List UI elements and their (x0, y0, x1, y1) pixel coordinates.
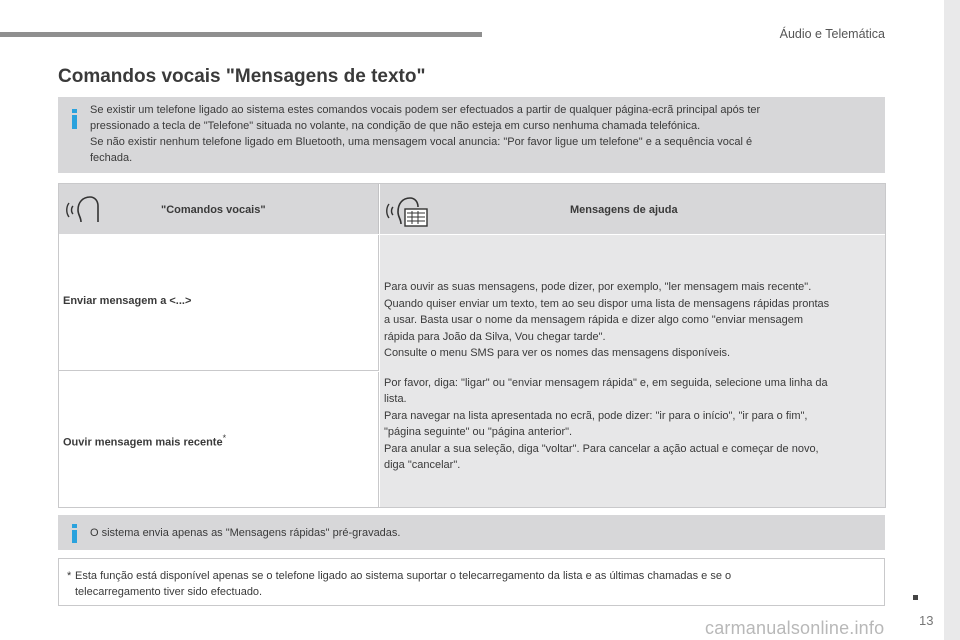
help-line: Para anular a sua seleção, diga "voltar". Para cancelar a ação actual e começar de novo, (384, 442, 819, 455)
info-text-line: Se não existir nenhum telefone ligado em Bluetooth, uma mensagem vocal anuncia: "Por favor ligue um telefone" e a sequência vocal é (90, 136, 753, 148)
help-line: diga "cancelar". (384, 459, 461, 471)
speaking-head-icon (65, 193, 99, 225)
help-paragraph (384, 279, 879, 362)
help-messages-cell (380, 235, 885, 507)
column-header-help-label: Mensagens de ajuda (570, 204, 678, 216)
footnote-mark: * (222, 433, 227, 443)
info-icon (72, 530, 77, 543)
help-line: Por favor, diga: "ligar" ou "enviar mensagem rápida" e, em seguida, selecione uma linha da (384, 376, 828, 389)
help-line: rápida para João da Silva, Vou chegar tarde". (384, 330, 606, 343)
help-line: a usar. Basta usar o nome da mensagem rápida e dizer algo como "enviar mensagem (384, 314, 804, 326)
footnote-text: Esta função está disponível apenas se o telefone ligado ao sistema suportar o telecarregamento da lista e as últimas chamadas e se o (75, 570, 732, 582)
page-bullet (913, 595, 918, 600)
footnote-text: telecarregamento tiver sido efectuado. (75, 586, 263, 598)
page-title: Comandos vocais "Mensagens de texto" (58, 66, 426, 87)
help-line: Consulte o menu SMS para ver os nomes das mensagens disponíveis. (384, 347, 731, 359)
column-header-commands (59, 184, 379, 234)
help-line: "página seguinte" ou "página anterior". (384, 426, 573, 438)
column-header-help (380, 184, 885, 234)
info-note-text: O sistema envia apenas as "Mensagens rápidas" pré-gravadas. (90, 527, 401, 539)
footnote-box (58, 558, 885, 606)
page-edge-band (944, 0, 960, 640)
info-text-line: fechada. (90, 152, 133, 164)
command-cell (59, 372, 379, 507)
speaking-head-screen-icon (385, 190, 431, 230)
column-header-commands-label: "Comandos vocais" (161, 204, 266, 216)
info-icon (72, 115, 77, 129)
command-cell (59, 235, 379, 371)
command-label: Ouvir mensagem mais recente* (63, 433, 227, 449)
header-rule (0, 32, 482, 37)
watermark: carmanualsonline.info (705, 618, 885, 638)
voice-commands-table (58, 183, 886, 508)
info-text-line: Se existir um telefone ligado ao sistema estes comandos vocais podem ser efectuados a partir de qualquer página-ecrã principal após ter (90, 104, 761, 116)
info-box-note (58, 515, 885, 550)
section-label: Áudio e Telemática (779, 27, 885, 41)
info-box-top (58, 97, 885, 173)
info-text-line: pressionado a tecla de "Telefone" situada no volante, na condição de que não esteja em curso nenhuma chamada telefónica. (90, 120, 701, 132)
help-line: lista. (384, 393, 407, 405)
help-line: Quando quiser enviar um texto, tem ao seu dispor uma lista de mensagens rápidas prontas (384, 297, 830, 310)
help-paragraph (384, 375, 879, 474)
help-line: Para ouvir as suas mensagens, pode dizer, por exemplo, "ler mensagem mais recente". (384, 281, 812, 293)
command-label: Enviar mensagem a <...> (63, 295, 192, 307)
page-number: 13 (919, 613, 934, 628)
footnote-star: * (67, 570, 72, 582)
help-line: Para navegar na lista apresentada no ecrã, pode dizer: "ir para o início", "ir para o fim", (384, 409, 808, 422)
